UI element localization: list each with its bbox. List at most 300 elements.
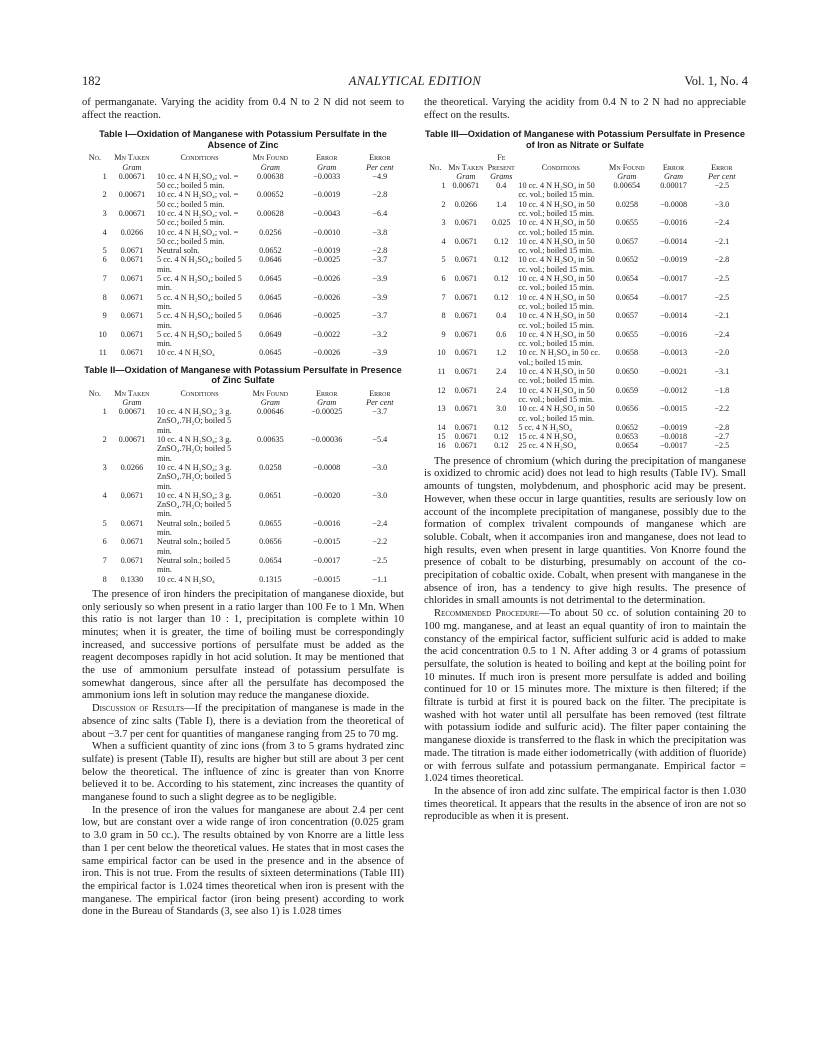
table-cell: 0.4 xyxy=(496,311,507,321)
table-cell: −0.0014 xyxy=(659,311,688,321)
table-cell: 10 xyxy=(98,329,107,339)
table-cell: 0.0657 xyxy=(615,236,639,246)
table2-unit: Gram xyxy=(260,397,280,407)
body-paragraph xyxy=(82,741,404,805)
table-cell: −0.0019 xyxy=(313,190,341,200)
table-cell: Neutral soln.; boiled 5 min. xyxy=(157,555,231,575)
table-cell: 10 cc. 4 N H₂SO₄ xyxy=(157,574,215,584)
table-cell: 0.0671 xyxy=(454,255,478,265)
body-paragraph xyxy=(82,805,404,919)
table-cell: 0.0671 xyxy=(454,236,478,246)
table-row xyxy=(82,330,404,349)
table1-unit: Per cent xyxy=(366,162,394,172)
table-cell: 3 xyxy=(102,462,107,472)
table3-unit: Gram xyxy=(456,171,476,181)
table-cell: 8 xyxy=(441,311,446,321)
table2-unit: Gram xyxy=(317,397,337,407)
table-cell: 0.0671 xyxy=(120,246,144,256)
table1-unit: Gram xyxy=(260,162,280,172)
table-cell: 0.0653 xyxy=(615,432,639,442)
table-cell: 5 xyxy=(441,255,446,265)
table-cell: −6.4 xyxy=(372,209,388,218)
table-cell: 10 cc. 4 N H₂SO₄; vol. = 50 cc.; boiled 5 min. xyxy=(157,171,239,191)
table-cell: −0.00036 xyxy=(311,435,343,445)
body-paragraph xyxy=(424,456,746,608)
table-row xyxy=(424,255,746,274)
left-body-text xyxy=(82,589,404,919)
table-row xyxy=(424,237,746,256)
table-cell: 16 xyxy=(437,441,446,451)
table-cell: −3.1 xyxy=(714,367,730,377)
table2-unit xyxy=(156,398,243,407)
running-header xyxy=(82,74,748,90)
table3-header-row xyxy=(424,153,746,172)
table-cell: −2.5 xyxy=(714,181,730,191)
table-cell: −2.1 xyxy=(714,236,730,246)
table-cell: 10 cc. 4 N H₂SO₄ in 50 cc. vol.; boiled 15 min. xyxy=(518,292,595,311)
table-cell: −0.0016 xyxy=(659,218,688,228)
table-cell: −3.2 xyxy=(372,329,388,339)
table-cell: 4 xyxy=(441,236,446,246)
table-cell: −0.0022 xyxy=(313,329,341,339)
table3-unit: Per cent xyxy=(708,171,736,181)
table3-unit: Gram xyxy=(617,171,637,181)
table-cell: 10 cc. 4 N H₂SO₄ in 50 cc. vol.; boiled 15 min. xyxy=(518,274,595,293)
table-cell: −0.0015 xyxy=(313,537,341,547)
table-cell: 10 cc. N H₂SO₄ in 50 cc. vol.; boiled 15 min. xyxy=(518,348,600,367)
table3-header: Mn Found xyxy=(609,162,645,172)
table-cell: 0.0656 xyxy=(259,537,282,547)
table3 xyxy=(424,153,746,451)
table1-unit: Gram xyxy=(317,162,337,172)
table-cell: −0.0021 xyxy=(659,367,688,377)
table-cell: 0.0266 xyxy=(454,199,478,209)
body-paragraph xyxy=(82,703,404,741)
table-cell: −0.0019 xyxy=(659,422,688,432)
table-cell: 2 xyxy=(441,199,446,209)
paragraph-text: If the precipitation of manganese is made in the absence of zinc salts (Table I), there is a deviation from the theoretical of about −3.7 per cent for quantities of manganese ranging from 25 to 70 mg. xyxy=(82,703,404,740)
table-cell: 0.12 xyxy=(494,255,509,265)
table-cell: −0.0026 xyxy=(313,292,341,302)
body-paragraph xyxy=(424,786,746,824)
table-row xyxy=(424,181,746,200)
table1-unit xyxy=(82,163,108,172)
section-heading: Discussion of Results— xyxy=(92,703,195,715)
table3-header: Mn Taken xyxy=(448,162,484,172)
table-cell: −0.0017 xyxy=(659,274,688,284)
table-cell: 6 xyxy=(441,274,446,284)
table-cell: 4 xyxy=(102,227,107,237)
table-cell: −2.2 xyxy=(714,404,730,414)
table3-unit xyxy=(424,172,447,181)
table-cell: 0.6 xyxy=(496,329,507,339)
right-column xyxy=(424,97,746,824)
table-cell: −2.5 xyxy=(714,292,730,302)
table-cell: −0.0043 xyxy=(313,209,341,218)
table-cell: 0.0671 xyxy=(454,292,478,302)
table1 xyxy=(82,153,404,358)
table-cell: 0.0671 xyxy=(120,555,144,565)
table-cell: 5 xyxy=(102,518,107,528)
page-number: 182 xyxy=(82,74,101,88)
table1-header: Error xyxy=(369,153,391,163)
table-cell: 0.0652 xyxy=(615,422,639,432)
table-cell: −0.0019 xyxy=(313,246,341,256)
table-cell: −2.7 xyxy=(714,432,730,442)
table-cell: −2.0 xyxy=(714,348,730,358)
table-cell: 0.00671 xyxy=(118,171,146,181)
table-row xyxy=(82,293,404,312)
body-paragraph xyxy=(424,608,746,786)
table-cell: 3.0 xyxy=(496,404,507,414)
table-cell: −3.9 xyxy=(372,274,388,284)
table-row xyxy=(82,537,404,556)
table-cell: 10 cc. 4 N H₂SO₄; 3 g. ZnSO₄.7H₂O; boiled 5 min. xyxy=(157,435,232,463)
table-cell: −0.0015 xyxy=(313,574,341,584)
table3-header: Fe Present xyxy=(487,153,515,172)
table2-header: Mn Found xyxy=(252,388,289,398)
table-cell: −2.5 xyxy=(714,441,730,451)
table-row xyxy=(82,228,404,247)
table-row xyxy=(424,441,746,450)
table-cell: 4 xyxy=(102,490,107,500)
table-cell: 0.0256 xyxy=(259,227,282,237)
table-cell: 0.0258 xyxy=(259,462,282,472)
table1-header: Mn Found xyxy=(252,153,289,163)
table-cell: −0.0033 xyxy=(313,171,341,181)
table-cell: 7 xyxy=(102,274,107,284)
table-cell: 10 cc. 4 N H₂SO₄ in 50 cc. vol.; boiled 15 min. xyxy=(518,199,595,218)
table-cell: 0.0657 xyxy=(615,311,639,321)
table-cell: 5 cc. 4 N H₂SO₄; boiled 5 min. xyxy=(157,274,242,293)
table-row xyxy=(424,293,746,312)
right-body-text xyxy=(424,456,746,824)
table-row xyxy=(424,404,746,423)
table-row xyxy=(82,556,404,575)
table-cell: 1.4 xyxy=(496,199,507,209)
table-cell: −0.0017 xyxy=(659,292,688,302)
table-cell: −0.00025 xyxy=(311,407,343,417)
table-cell: 0.00654 xyxy=(613,181,641,191)
table-cell: −0.0013 xyxy=(659,348,688,358)
table-cell: 0.0652 xyxy=(259,246,282,256)
table-cell: 0.0671 xyxy=(454,329,478,339)
table-cell: 10 cc. 4 N H₂SO₄ in 50 cc. vol.; boiled 15 min. xyxy=(518,218,595,237)
table-row xyxy=(82,190,404,209)
table-row xyxy=(424,218,746,237)
table-cell: 0.0654 xyxy=(615,292,639,302)
table1-title: Table I—Oxidation of Manganese with Potassium Persulfate in the Absence of Zinc xyxy=(99,129,387,150)
table-cell: 5 cc. 4 N H₂SO₄; boiled 5 min. xyxy=(157,329,242,349)
table-cell: 0.00671 xyxy=(118,209,146,218)
paragraph-text: To about 50 cc. of solution containing 20 to 100 mg. manganese, and at least an equal quantity of iron to maintain the constancy of the empirical factor, sufficient sulfuric acid is added to make the acid concentration 0.5 to 1 N. After adding 3 or 4 grams of potassium persulfate, the solution is heated to boiling and kept at the boiling point for 10 minutes. If much iron is present more persulfate is added and boiling continued for 10 or 15 minutes more. The mixture is then filtered; if the filtrate is turbid at first it is poured back on the filter. The precipitate is washed with hot water until all persulfate has been removed (test filtrate with potassium iodide and sulfuric acid). The filter paper containing the manganese dioxide is transferred to the flask in which the precipitation was made. The titration is made either iodometrically (with addition of fluoride) or with ferrous sulfate and potassium permanganate. Empirical factor = 1.024 times theoretical. xyxy=(424,608,747,785)
table-cell: 2.4 xyxy=(496,385,507,395)
table-cell: 0.0671 xyxy=(454,385,478,395)
section-heading: Recommended Procedure— xyxy=(434,608,550,620)
table-row xyxy=(82,172,404,191)
table-cell: 0.12 xyxy=(494,292,509,302)
table-cell: 13 xyxy=(437,404,446,414)
table-cell: −2.5 xyxy=(372,555,388,565)
table-cell: 5 cc. 4 N H₂SO₄; boiled 5 min. xyxy=(157,255,242,274)
table-cell: 11 xyxy=(98,348,107,358)
table-cell: −2.1 xyxy=(714,311,730,321)
table-row xyxy=(424,423,746,432)
table-cell: −1.1 xyxy=(372,574,388,584)
table-row xyxy=(424,330,746,349)
table-cell: 0.1330 xyxy=(120,574,144,584)
table-cell: −2.8 xyxy=(714,255,730,265)
table-cell: 0.0654 xyxy=(615,441,639,451)
table-row xyxy=(424,367,746,386)
table-row xyxy=(82,348,404,357)
table-cell: 2 xyxy=(102,435,107,445)
table-row xyxy=(82,274,404,293)
table-cell: 0.0671 xyxy=(454,348,478,358)
table-cell: 0.0645 xyxy=(259,292,282,302)
table-row xyxy=(424,348,746,367)
table2-header: Mn Taken xyxy=(114,388,150,398)
table2-header: Error xyxy=(369,388,391,398)
table-cell: 0.025 xyxy=(492,218,511,228)
table-cell: −3.0 xyxy=(372,490,388,500)
table2-unit: Per cent xyxy=(366,397,394,407)
table-cell: 0.12 xyxy=(494,236,509,246)
paragraph-text: When a sufficient quantity of zinc ions (from 3 to 5 grams hydrated zinc sulfate) is present (Table II), results are higher but still are about 3 per cent below the theoretical. The influence of zinc is greater than von Knorre believed it to be. According to his statement, zinc increases the quantity of manganese found to such a slight degree as to be negligible. xyxy=(82,741,404,804)
paragraph-text: The presence of chromium (which during the precipitation of manganese is oxidized to chromic acid) does not lead to high results (Table IV). Small amounts of tungsten, molybdenum, and phosphoric acid may be present. However, when these occur in large quantities, results are seriously low on account of the incomplete precipitation of manganese, possibly due to the formation of complex trivalent compounds of manganese which are soluble. Cobalt, when it accompanies iron and manganese, does not lead to high results, even when present in large quantities. Von Knorre found the presence of cobalt to be disturbing, presumably on account of the co-precipitation of cobaltic oxide. Cobalt, when present with manganese in the absence of iron, has a tendency to give high results. The presence of chlorides in small amounts is not detrimental to the determination. xyxy=(424,455,746,607)
table-cell: 9 xyxy=(441,329,446,339)
table-cell: −0.0010 xyxy=(313,227,341,237)
table-cell: 0.0656 xyxy=(615,404,639,414)
table-cell: 6 xyxy=(102,255,107,265)
table2 xyxy=(82,389,404,584)
table-cell: −2.4 xyxy=(714,329,730,339)
table-cell: −1.8 xyxy=(714,385,730,395)
table-cell: 10 cc. 4 N H₂SO₄ in 50 cc. vol.; boiled 15 min. xyxy=(518,311,595,330)
left-column xyxy=(82,97,404,919)
table-row xyxy=(424,274,746,293)
table1-header-row xyxy=(82,153,404,162)
table-cell: 10 cc. 4 N H₂SO₄; vol. = 50 cc.; boiled 5 min. xyxy=(157,227,239,246)
table3-header: No. xyxy=(429,162,442,172)
table-cell: 5 cc. 4 N H₂SO₄; boiled 5 min. xyxy=(157,311,242,330)
table-cell: 0.00628 xyxy=(257,209,284,218)
table-cell: 10 cc. 4 N H₂SO₄; 3 g. ZnSO₄.7H₂O; boiled 5 min. xyxy=(157,462,232,491)
table-cell: 0.00671 xyxy=(118,435,146,445)
table3-header: Error xyxy=(711,162,733,172)
table-cell: 0.0671 xyxy=(120,490,144,500)
table-cell: 0.0671 xyxy=(120,255,144,265)
table-cell: 0.0671 xyxy=(120,311,144,321)
table2-unit xyxy=(82,398,108,407)
table1-unit xyxy=(156,163,243,172)
table-cell: −2.8 xyxy=(714,422,730,432)
table-cell: 0.00671 xyxy=(118,190,146,200)
table-cell: Neutral soln. xyxy=(157,246,200,256)
table1-header: No. xyxy=(88,153,102,163)
table-cell: 0.0650 xyxy=(615,367,639,377)
table-cell: 10 cc. 4 N H₂SO₄ in 50 cc. vol.; boiled 15 min. xyxy=(518,329,595,349)
table-cell: −0.0017 xyxy=(659,441,688,451)
table-cell: −3.7 xyxy=(372,407,388,417)
table-row xyxy=(82,491,404,519)
table-cell: 0.0671 xyxy=(120,274,144,284)
table-row xyxy=(82,575,404,584)
table-cell: 7 xyxy=(441,292,446,302)
table-cell: Neutral soln.; boiled 5 min. xyxy=(157,518,231,538)
table2-title: Table II—Oxidation of Manganese with Potassium Persulfate in Presence of Zinc Sulfate xyxy=(84,364,402,386)
table-cell: −3.9 xyxy=(372,348,388,358)
table-row xyxy=(82,209,404,228)
table-cell: 12 xyxy=(437,385,446,395)
table-cell: 0.0671 xyxy=(120,348,144,358)
table-cell: 15 cc. 4 N H₂SO₄ xyxy=(518,432,577,442)
table2-header: Error xyxy=(316,388,338,398)
table-row xyxy=(82,407,404,435)
table-cell: 0.00671 xyxy=(452,181,480,191)
table-cell: 0.0671 xyxy=(120,537,144,547)
table-cell: −2.8 xyxy=(372,246,388,256)
table-cell: 0.0671 xyxy=(120,292,144,302)
table-cell: 3 xyxy=(102,209,107,218)
table-cell: −2.5 xyxy=(714,274,730,284)
table-cell: −0.0016 xyxy=(313,518,341,528)
table-cell: 11 xyxy=(437,367,446,377)
table-cell: 10 cc. 4 N H₂SO₄ in 50 cc. vol.; boiled 15 min. xyxy=(518,385,595,404)
table-cell: −0.0026 xyxy=(313,348,341,358)
table-cell: 0.0671 xyxy=(120,329,144,339)
table3-unit: Gram xyxy=(663,171,684,181)
table-cell: 5 cc. 4 N H₂SO₄ xyxy=(518,422,573,432)
table-cell: 0.00635 xyxy=(257,435,284,445)
table-cell: −3.0 xyxy=(714,199,730,209)
table-cell: 2.4 xyxy=(496,367,507,377)
table-cell: 8 xyxy=(102,292,107,302)
table-cell: −2.2 xyxy=(372,537,388,547)
table-cell: 0.0649 xyxy=(259,329,282,339)
table-cell: 0.0671 xyxy=(454,367,478,377)
table3-units-row xyxy=(424,172,746,181)
table-cell: 0.0266 xyxy=(120,462,144,472)
table-cell: 5 xyxy=(102,246,107,256)
table-cell: 1 xyxy=(102,407,107,417)
table-cell: 0.0645 xyxy=(259,348,282,358)
table-cell: 0.0266 xyxy=(120,227,144,237)
table3-header: Conditions xyxy=(541,162,580,172)
table-cell: 0.0654 xyxy=(615,274,639,284)
paragraph-text: The presence of iron hinders the precipitation of manganese dioxide, but only seriously so when present in a ratio larger than 100 Fe to 1 Mn. When this ratio is not larger than 10 : 1, precipitation is complete within 10 minutes; when it is greater, the time of boiling must be correspondingly increased, and successive portions of persulfate must be added as the reagent decomposes rapidly in hot acid solution. It may be mentioned that the use of ammonium persulfate instead of potassium persulfate is somewhat dangerous, since after all the persulfate has decomposed the ammonium ions left in solution may reduce the manganese dioxide. xyxy=(82,588,404,702)
table-cell: 10 cc. 4 N H₂SO₄; vol. = 50 cc.; boiled 5 min. xyxy=(157,209,239,228)
table-cell: −0.0025 xyxy=(313,311,341,321)
table-cell: −0.0020 xyxy=(313,490,341,500)
table1-header: Mn Taken xyxy=(114,153,150,163)
table-cell: −0.0019 xyxy=(659,255,688,265)
table-row xyxy=(82,463,404,491)
table1-header: Conditions xyxy=(180,153,219,163)
table-cell: −3.7 xyxy=(372,255,388,265)
table3-unit: Grams xyxy=(490,171,513,181)
table-cell: −4.9 xyxy=(372,171,388,181)
table2-header: No. xyxy=(88,388,102,398)
table-cell: −2.8 xyxy=(372,190,388,200)
table-cell: −0.0025 xyxy=(313,255,341,265)
table-cell: 10 cc. 4 N H₂SO₄ in 50 cc. vol.; boiled 15 min. xyxy=(518,236,595,256)
table-cell: 5 cc. 4 N H₂SO₄; boiled 5 min. xyxy=(157,292,242,311)
table-cell: 0.12 xyxy=(494,422,509,432)
table-cell: 0.1315 xyxy=(259,574,282,584)
table-cell: −0.0017 xyxy=(313,555,341,565)
table-cell: 0.0645 xyxy=(259,274,282,284)
table-cell: 1.2 xyxy=(496,348,507,358)
table-cell: 10 cc. 4 N H₂SO₄ in 50 cc. vol.; boiled 15 min. xyxy=(518,367,595,386)
table-cell: 0.0651 xyxy=(259,490,282,500)
table-cell: 0.0654 xyxy=(259,555,282,565)
body-paragraph xyxy=(82,589,404,703)
table-cell: 8 xyxy=(102,574,107,584)
table-cell: 0.0655 xyxy=(615,218,639,228)
right-intro-paragraph: the theoretical. Varying the acidity from 0.4 N to 2 N had no appreciable effect on the results. xyxy=(424,97,746,121)
table-cell: 0.00671 xyxy=(118,407,146,417)
table-cell: −0.0008 xyxy=(659,199,688,209)
table-cell: −0.0014 xyxy=(659,236,688,246)
table-cell: −0.0008 xyxy=(313,462,341,472)
table-cell: 0.0646 xyxy=(259,311,282,321)
table2-units-row xyxy=(82,398,404,407)
table-cell: 0.0671 xyxy=(120,518,144,528)
table-cell: −5.4 xyxy=(372,435,388,445)
table-row xyxy=(82,255,404,274)
table3-title: Table III—Oxidation of Manganese with Potassium Persulfate in Presence of Iron as Nitrate or Sulfate xyxy=(425,129,745,150)
table-cell: 10 cc. 4 N H₂SO₄; 3 g. ZnSO₄.7H₂O; boiled 5 min. xyxy=(157,490,232,519)
table-row xyxy=(424,432,746,441)
table-cell: 0.0652 xyxy=(615,255,639,265)
table-row xyxy=(82,246,404,255)
table2-header: Conditions xyxy=(180,388,219,398)
table-cell: −0.0026 xyxy=(313,274,341,284)
table-cell: 3 xyxy=(441,218,446,228)
table-cell: 0.12 xyxy=(494,274,509,284)
table-row xyxy=(424,386,746,405)
table-row xyxy=(82,435,404,463)
table-cell: 2 xyxy=(102,190,107,200)
paragraph-text: In the presence of iron the values for manganese are about 2.4 per cent low, but are constant over a wide range of iron concentration (0.025 gram to 3.0 gram in 50 cc.). The results obtained by von Knorre are a little less than 1 per cent below the theoretical values. He states that in most cases the same empirical factor can be used in the presence and in the absence of iron. This is not true. From the results of sixteen determinations (Table III) the empirical factor is 1.024 times theoretical when iron is present with the manganese. The empirical factor (iron being present) according to work done in the Bureau of Standards (3, see also 1) is 1.028 times xyxy=(82,804,404,918)
table3-header: Error xyxy=(662,162,685,172)
table-cell: 1 xyxy=(102,171,107,181)
table-cell: 0.0671 xyxy=(454,274,478,284)
table-row xyxy=(82,519,404,538)
paragraph-text: In the absence of iron add zinc sulfate. The empirical factor is then 1.030 times theoretical. It appears that the results in the absence of iron are not so reproducible as when it is present. xyxy=(424,786,746,823)
table-cell: 9 xyxy=(102,311,107,321)
table-cell: 0.0671 xyxy=(454,311,478,321)
table-cell: 10 cc. 4 N H₂SO₄; 3 g. ZnSO₄.7H₂O; boiled 5 min. xyxy=(157,407,232,435)
table-row xyxy=(424,311,746,330)
left-intro-paragraph: of permanganate. Varying the acidity from 0.4 N to 2 N did not seem to affect the reaction. xyxy=(82,97,404,121)
table-cell: 0.12 xyxy=(494,432,509,442)
table-cell: 0.0671 xyxy=(454,432,478,442)
table-cell: 0.0655 xyxy=(615,329,639,339)
table-cell: −3.7 xyxy=(372,311,388,321)
table-cell: 10 cc. 4 N H₂SO₄; vol. = 50 cc.; boiled 5 min. xyxy=(157,190,239,209)
table-cell: −0.0018 xyxy=(659,432,688,442)
table-cell: 1 xyxy=(441,181,446,191)
table-cell: −2.4 xyxy=(714,218,730,228)
table-cell: 10 cc. 4 N H₂SO₄ in 50 cc. vol.; boiled 15 min. xyxy=(518,404,595,423)
table-cell: Neutral soln.; boiled 5 min. xyxy=(157,537,231,556)
table-cell: 0.00646 xyxy=(257,407,284,417)
table-cell: 10 cc. 4 N H₂SO₄ xyxy=(157,348,215,358)
table-cell: 6 xyxy=(102,537,107,547)
table3-unit xyxy=(517,172,604,181)
